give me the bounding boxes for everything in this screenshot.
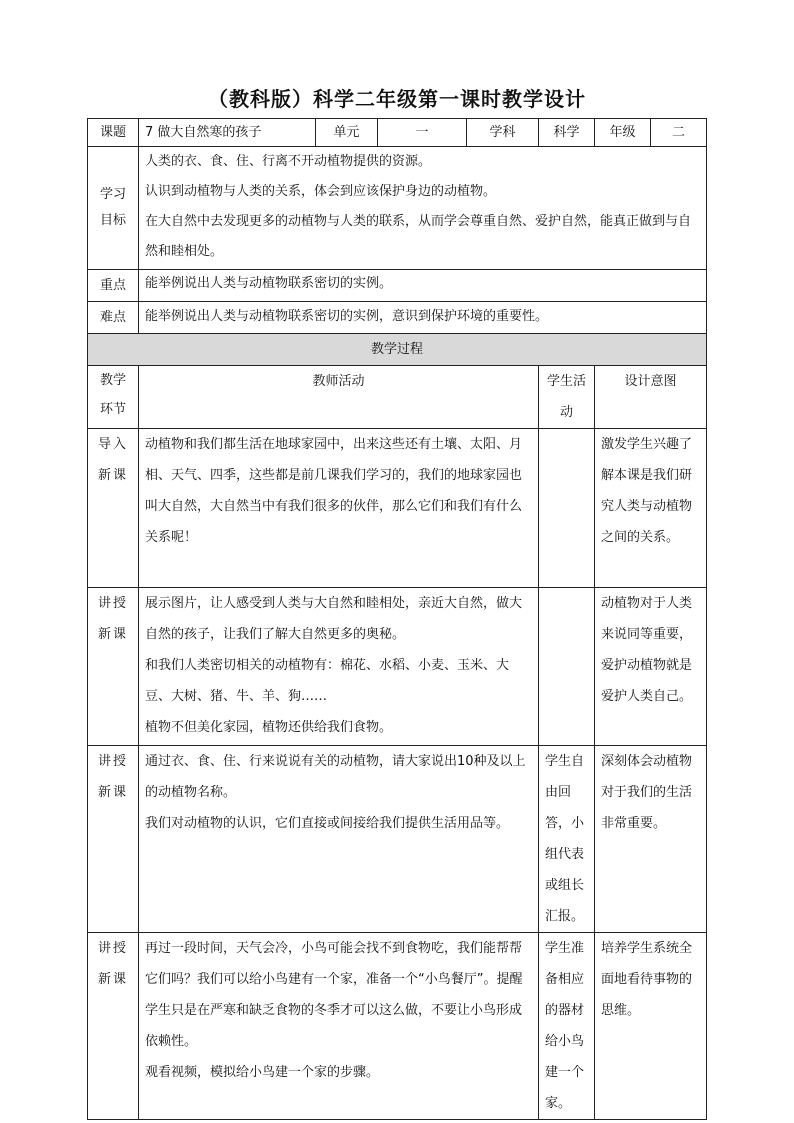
design-intent: 深刻体会动植物对于我们的生活非常重要。: [595, 746, 707, 933]
process-row: [88, 588, 707, 746]
process-row: [88, 933, 707, 1120]
process-row: [88, 429, 707, 588]
process-band: 教学过程: [88, 334, 707, 366]
process-header-row: [88, 366, 707, 429]
objective-line: 认识到动植物与人类的关系，体会到应该保护身边的动植物。: [145, 184, 497, 199]
stage-cell: 讲授新课: [88, 588, 139, 746]
key-point-value: 能举例说出人类与动植物联系密切的实例。: [139, 270, 707, 302]
col-student-header: 学生活动: [539, 366, 595, 429]
grade-value: 二: [651, 119, 707, 147]
col-stage-header: 教学环节: [88, 366, 139, 429]
col-intent-header: 设计意图: [595, 366, 707, 429]
stage-cell: 导入新课: [88, 429, 139, 588]
difficulty-value: 能举例说出人类与动植物联系密切的实例，意识到保护环境的重要性。: [139, 302, 707, 334]
difficulty-row: [88, 302, 707, 334]
teacher-paragraph: 我们对动植物的认识，它们直接或间接给我们提供生活用品等。: [145, 816, 510, 831]
student-activity: 学生准备相应的器材给小鸟建一个家。: [539, 933, 595, 1120]
student-activity: 学生自由回答，小组代表或组长汇报。: [539, 746, 595, 933]
objectives-label: 学习目标: [88, 147, 139, 270]
teacher-activity: [139, 746, 539, 933]
design-intent: 激发学生兴趣了解本课是我们研究人类与动植物之间的关系。: [595, 429, 707, 588]
objectives-row: [88, 147, 707, 270]
student-activity: [539, 588, 595, 746]
lesson-plan-table: [87, 118, 707, 1120]
teacher-activity: [139, 933, 539, 1120]
teacher-paragraph: 再过一段时间，天气会冷，小鸟可能会找不到食物吃，我们能帮帮它们吗？我们可以给小鸟建有一个家，准备一个“小鸟餐厅”。提醒学生只是在严寒和缺乏食物的冬季才可以这么做，不要让小鸟形成依赖性。: [145, 941, 523, 1049]
stage-cell: 讲授新课: [88, 933, 139, 1120]
key-point-label: 重点: [88, 270, 139, 302]
col-teacher-header: 教师活动: [139, 366, 539, 429]
teacher-paragraph: 和我们人类密切相关的动植物有：棉花、水稻、小麦、玉米、大豆、大树、猪、牛、羊、狗……: [145, 658, 510, 704]
subject-value: 科学: [539, 119, 595, 147]
teacher-activity: [139, 429, 539, 588]
teacher-paragraph: 动植物和我们都生活在地球家园中，出来这些还有土壤、太阳、月相、天气、四季，这些都是前几课我们学习的，我们的地球家园也叫大自然，大自然当中有我们很多的伙伴，那么它们和我们有什么关系呢！: [145, 437, 523, 545]
topic-label: 课题: [88, 119, 139, 147]
key-point-row: [88, 270, 707, 302]
objectives-content: [139, 147, 707, 270]
page-title: （教科版）科学二年级第一课时教学设计: [208, 87, 586, 111]
teacher-activity: [139, 588, 539, 746]
teacher-paragraph: 植物不但美化家园，植物还供给我们食物。: [145, 720, 393, 735]
design-intent: 培养学生系统全面地看待事物的思维。: [595, 933, 707, 1120]
objective-line: 在大自然中去发现更多的动植物与人类的联系，从而学会尊重自然、爱护自然，能真正做到与自然和睦相处。: [145, 214, 692, 259]
process-row: [88, 746, 707, 933]
stage-cell: 讲授新课: [88, 746, 139, 933]
teacher-paragraph: 观看视频，模拟给小鸟建一个家的步骤。: [145, 1065, 380, 1080]
subject-label: 学科: [467, 119, 539, 147]
topic-value: 7 做大自然寒的孩子: [139, 119, 316, 147]
unit-label: 单元: [316, 119, 378, 147]
process-band-row: [88, 334, 707, 366]
grade-label: 年级: [595, 119, 651, 147]
teacher-paragraph: 展示图片，让人感受到人类与大自然和睦相处，亲近大自然，做大自然的孩子，让我们了解大自然更多的奥秘。: [145, 596, 523, 642]
objective-line: 人类的衣、食、住、行离不开动植物提供的资源。: [145, 154, 432, 169]
student-activity: [539, 429, 595, 588]
header-row: [88, 119, 707, 147]
difficulty-label: 难点: [88, 302, 139, 334]
teacher-paragraph: 通过衣、食、住、行来说说有关的动植物，请大家说出10种及以上的动植物名称。: [145, 754, 526, 800]
design-intent: 动植物对于人类来说同等重要，爱护动植物就是爱护人类自己。: [595, 588, 707, 746]
unit-value: 一: [378, 119, 467, 147]
